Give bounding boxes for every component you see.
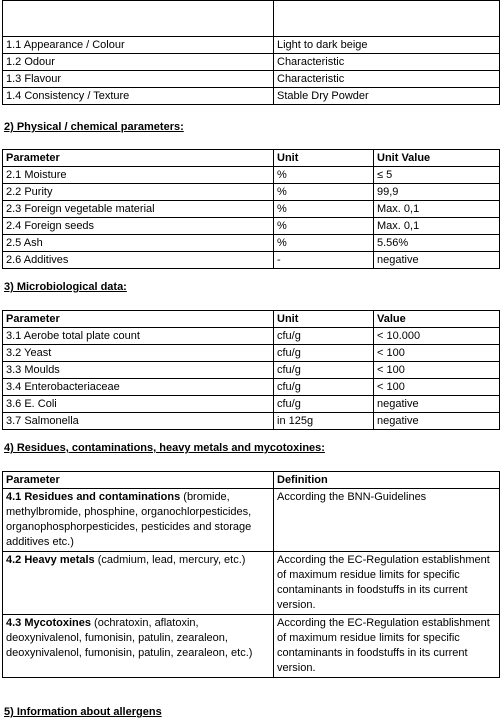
microbiological-table: [2, 310, 500, 430]
table-row: 3.4 Enterobacteriaceae cfu/g < 100: [3, 379, 500, 396]
column-header: Parameter: [3, 311, 274, 328]
table-row: 3.7 Salmonella in 125g negative: [3, 413, 500, 430]
table-row: [3, 615, 500, 678]
section-title: 3) Microbiological data:: [4, 281, 127, 293]
column-header: Unit: [274, 311, 374, 328]
column-header: Unit: [274, 150, 374, 167]
column-header: Value: [374, 311, 500, 328]
table-row: 2.2 Purity % 99,9: [3, 184, 500, 201]
column-header: Parameter: [3, 150, 274, 167]
table-row: 3.1 Aerobe total plate count cfu/g < 10.000: [3, 328, 500, 345]
table-row: 2.5 Ash % 5.56%: [3, 235, 500, 252]
parameter-cell: 1.4 Consistency / Texture: [3, 88, 274, 105]
section-title: 2) Physical / chemical parameters:: [4, 121, 184, 133]
value-cell: Characteristic: [274, 54, 500, 71]
physical-chemical-table: [2, 149, 500, 269]
value-cell: Light to dark beige: [274, 37, 500, 54]
table-row: 2.4 Foreign seeds % Max. 0,1: [3, 218, 500, 235]
table-row: 2.3 Foreign vegetable material % Max. 0,1: [3, 201, 500, 218]
table-row: [3, 552, 500, 615]
table-row: [3, 71, 500, 88]
table-header-row: [3, 311, 500, 328]
section-title: 5) Information about allergens: [4, 706, 162, 718]
parameter-cell: 1.1 Appearance / Colour: [3, 37, 274, 54]
section-title: 4) Residues, contaminations, heavy metals and mycotoxines:: [4, 442, 325, 454]
table-row: 3.6 E. Coli cfu/g negative: [3, 396, 500, 413]
residues-table: [2, 471, 500, 678]
table-row: [3, 88, 500, 105]
parameter-cell: 4.2 Heavy metals (cadmium, lead, mercury, etc.): [3, 552, 274, 615]
sensory-table: [2, 0, 500, 105]
definition-cell: According the EC-Regulation establishment of maximum residue limits for specific contaminants in foodstuffs in its current version.: [274, 615, 500, 678]
value-cell: Characteristic: [274, 71, 500, 88]
value-cell: Stable Dry Powder: [274, 88, 500, 105]
parameter-cell: 1.3 Flavour: [3, 71, 274, 88]
column-header: Unit Value: [374, 150, 500, 167]
table-header-row: [3, 150, 500, 167]
definition-cell: According the EC-Regulation establishment of maximum residue limits for specific contaminants in foodstuffs in its current version.: [274, 552, 500, 615]
definition-cell: According the BNN-Guidelines: [274, 489, 500, 552]
table-row: [3, 37, 500, 54]
parameter-cell: 4.1 Residues and contaminations (bromide, methylbromide, phosphine, organochlorpesticides, organophosphorpesticides, pesticides and storage additives etc.): [3, 489, 274, 552]
parameter-cell: 4.3 Mycotoxines (ochratoxin, aflatoxin, deoxynivalenol, fumonisin, patulin, zearaleon, deoxynivalenol, fumonisin, patulin, zearaleon, etc.): [3, 615, 274, 678]
table-header-row: [3, 472, 500, 489]
table-row: 3.3 Moulds cfu/g < 100: [3, 362, 500, 379]
table-row: 2.6 Additives - negative: [3, 252, 500, 269]
table-row: [3, 54, 500, 71]
parameter-cell: 1.2 Odour: [3, 54, 274, 71]
column-header: Parameter: [3, 472, 274, 489]
column-header: Definition: [274, 472, 500, 489]
table-row: 2.1 Moisture % ≤ 5: [3, 167, 500, 184]
table-row: 3.2 Yeast cfu/g < 100: [3, 345, 500, 362]
table-row: [3, 1, 500, 37]
table-row: [3, 489, 500, 552]
